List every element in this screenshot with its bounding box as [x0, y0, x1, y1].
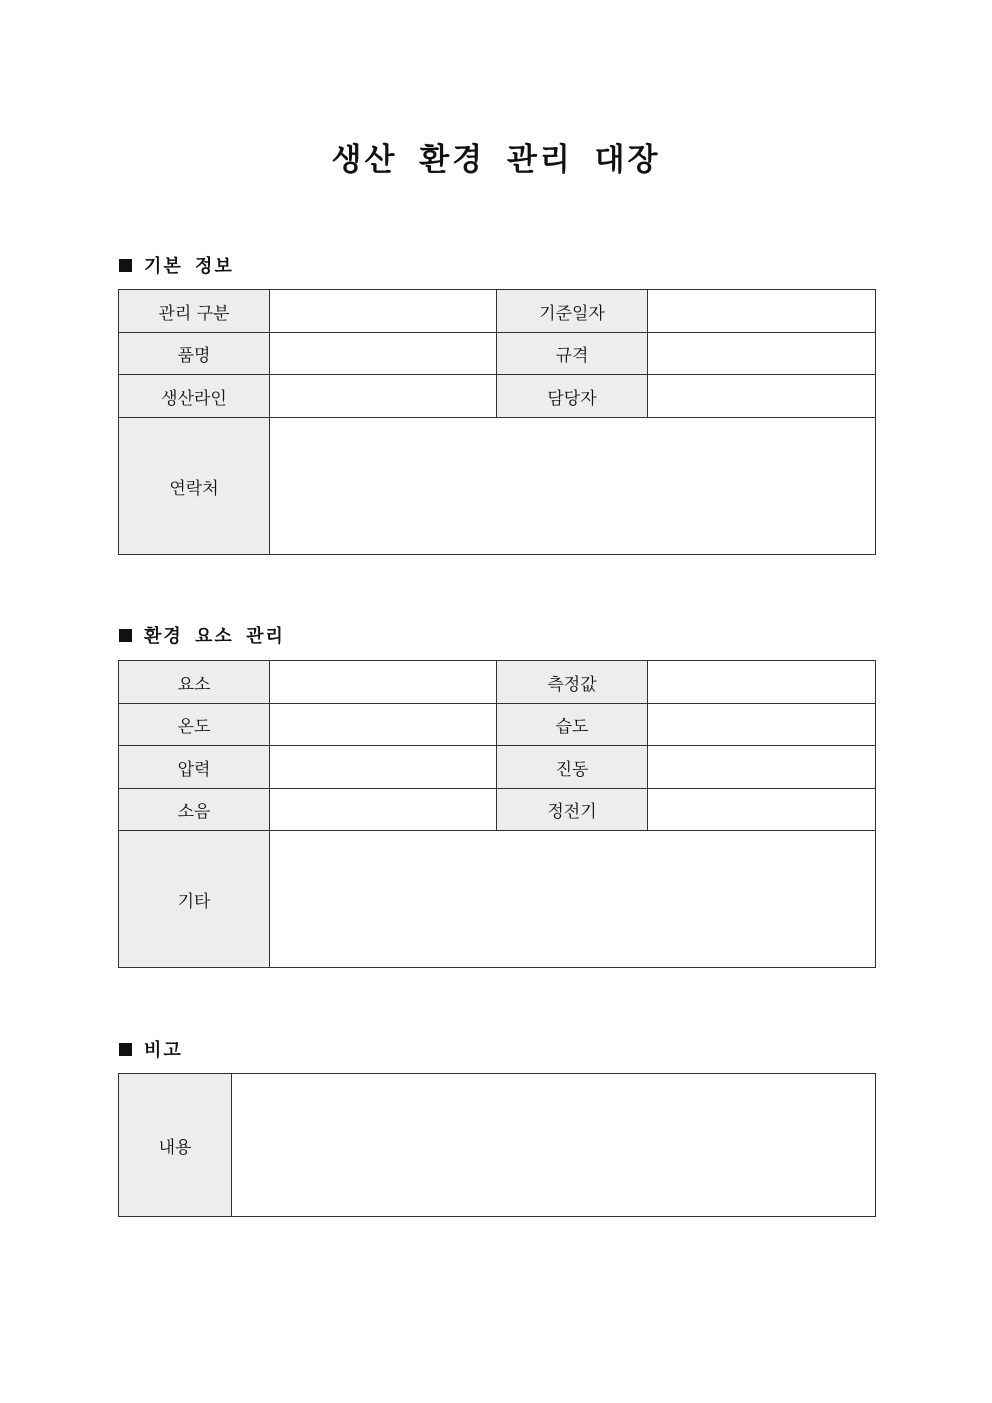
square-bullet-icon [119, 629, 132, 642]
field-manager[interactable] [648, 375, 876, 418]
label-noise: 소음 [119, 789, 270, 831]
table-row [119, 290, 876, 333]
field-production-line[interactable] [270, 375, 497, 418]
label-temperature: 온도 [119, 704, 270, 746]
label-humidity: 습도 [497, 704, 648, 746]
label-static: 정전기 [497, 789, 648, 831]
section-heading-basic [119, 253, 234, 277]
field-temperature[interactable] [270, 704, 497, 746]
field-element[interactable] [270, 661, 497, 704]
label-mgmt-type: 관리 구분 [119, 290, 270, 333]
section-heading-basic-text: 기본 정보 [144, 256, 234, 277]
field-vibration[interactable] [648, 746, 876, 789]
label-pressure: 압력 [119, 746, 270, 789]
table-row [119, 375, 876, 418]
table-row [119, 789, 876, 831]
field-static[interactable] [648, 789, 876, 831]
label-base-date: 기준일자 [497, 290, 648, 333]
field-content[interactable] [232, 1074, 876, 1217]
field-measured-value[interactable] [648, 661, 876, 704]
section-heading-remarks-text: 비고 [144, 1040, 183, 1061]
label-other: 기타 [119, 831, 270, 968]
label-production-line: 생산라인 [119, 375, 270, 418]
label-product-name: 품명 [119, 333, 270, 375]
table-row [119, 746, 876, 789]
environment-table [118, 660, 876, 968]
remarks-table [118, 1073, 876, 1217]
label-element: 요소 [119, 661, 270, 704]
table-row [119, 704, 876, 746]
field-humidity[interactable] [648, 704, 876, 746]
label-spec: 규격 [497, 333, 648, 375]
table-row [119, 333, 876, 375]
field-product-name[interactable] [270, 333, 497, 375]
table-row [119, 661, 876, 704]
field-noise[interactable] [270, 789, 497, 831]
document-title: 생산 환경 관리 대장 [331, 142, 661, 178]
table-row [119, 1074, 876, 1217]
table-row [119, 831, 876, 968]
label-measured-value: 측정값 [497, 661, 648, 704]
section-heading-environment-text: 환경 요소 관리 [144, 626, 285, 647]
field-contact[interactable] [270, 418, 876, 555]
label-vibration: 진동 [497, 746, 648, 789]
label-manager: 담당자 [497, 375, 648, 418]
square-bullet-icon [119, 259, 132, 272]
field-pressure[interactable] [270, 746, 497, 789]
label-content: 내용 [119, 1074, 232, 1217]
square-bullet-icon [119, 1043, 132, 1056]
field-other[interactable] [270, 831, 876, 968]
field-base-date[interactable] [648, 290, 876, 333]
section-heading-environment [119, 623, 285, 647]
field-spec[interactable] [648, 333, 876, 375]
basic-info-table [118, 289, 876, 555]
field-mgmt-type[interactable] [270, 290, 497, 333]
section-heading-remarks [119, 1037, 183, 1061]
label-contact: 연락처 [119, 418, 270, 555]
table-row [119, 418, 876, 555]
